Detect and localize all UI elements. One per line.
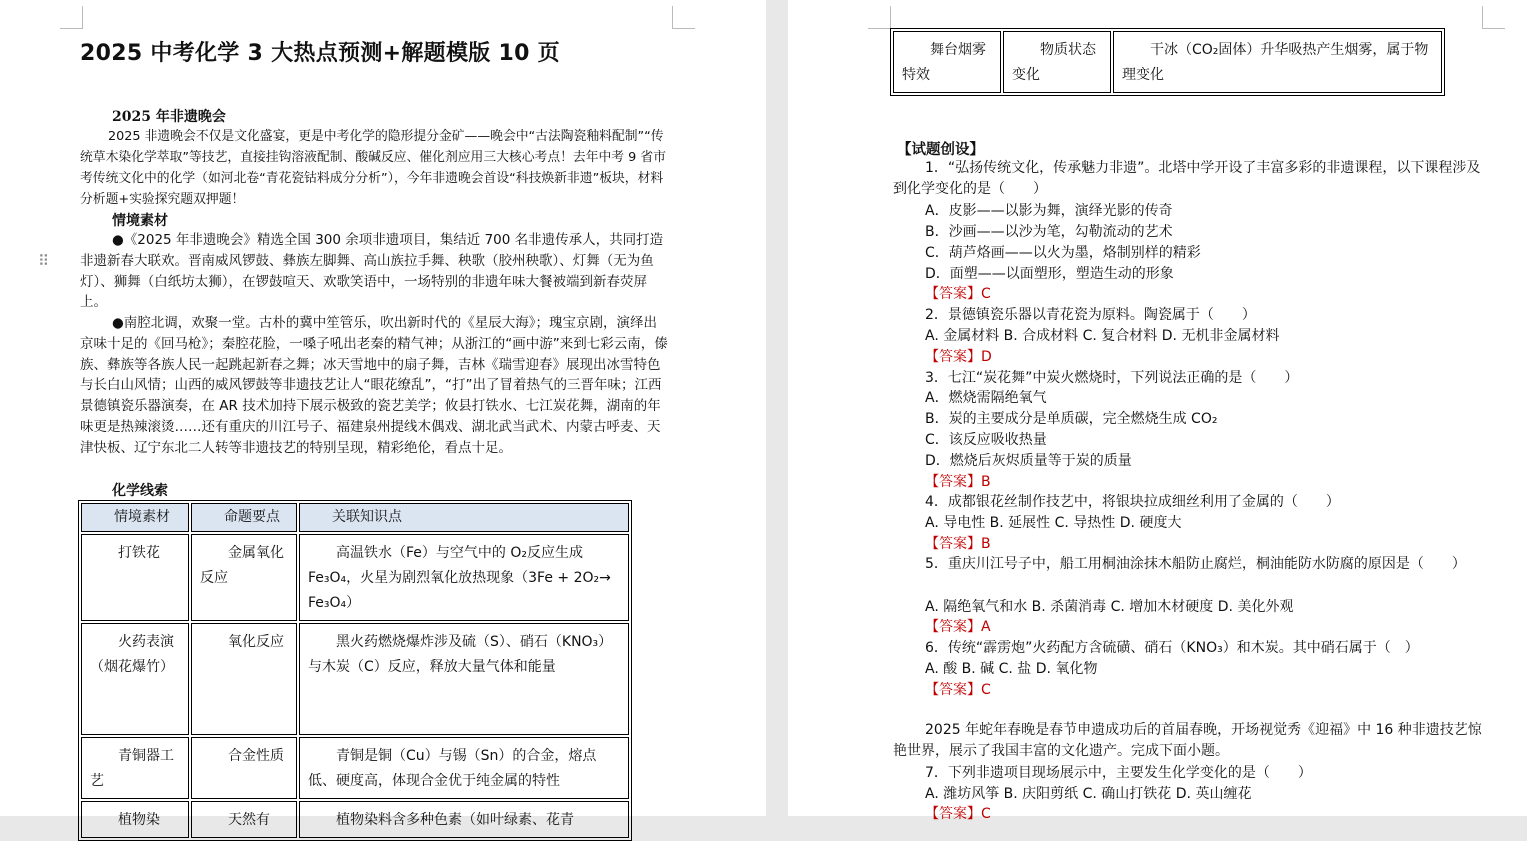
option: B．沙画——以沙为笔，勾勒流动的艺术 — [925, 224, 1173, 240]
table-cell: 青铜器工艺 — [81, 737, 189, 799]
option: B．炭的主要成分是单质碳，完全燃烧生成 CO₂ — [925, 411, 1218, 427]
section-heading: 情境素材 — [112, 213, 168, 229]
table-cell: 合金性质 — [191, 737, 297, 799]
question-7: 7．下列非遗项目现场展示中，主要发生化学变化的是（ ） — [925, 765, 1312, 781]
page-corner-mark — [868, 6, 891, 29]
intro-paragraph: 2025 非遗晚会不仅是文化盛宴，更是中考化学的隐形提分金矿——晚会中“古法陶瓷釉料配制”“传统草木染化学萃取”等技艺，直接挂钩溶液配制、酸碱反应、催化剂应用三大核心考点！去年中考 9 省市考传统文化中的化学（如河北卷“青花瓷钴料成分分析”），今年非遗晚会首设“科技焕新非遗”板块，材料分析题+实验探究题双押题！ — [80, 129, 666, 207]
table-header-cell: 关联知识点 — [299, 503, 629, 532]
answer: 【答案】B — [925, 474, 991, 490]
document-title: 2025 中考化学 3 大热点预测+解题模版 10 页 — [80, 41, 560, 66]
answer: 【答案】C — [925, 806, 991, 822]
answer: 【答案】C — [925, 682, 991, 698]
table-row — [81, 623, 629, 735]
answer: 【答案】C — [925, 286, 991, 302]
option: A．燃烧需隔绝氧气 — [925, 390, 1047, 406]
table-cell: 高温铁水（Fe）与空气中的 O₂反应生成 Fe₃O₄，火星为剧烈氧化放热现象（3Fe + 2O₂→ Fe₃O₄） — [299, 534, 629, 621]
table-cell: 舞台烟雾特效 — [893, 31, 1001, 93]
knowledge-table-continued — [890, 28, 1445, 96]
page-corner-mark — [1482, 6, 1505, 29]
table-row — [81, 737, 629, 799]
options: A. 潍坊风筝 B. 庆阳剪纸 C. 确山打铁花 D. 英山缠花 — [925, 786, 1252, 802]
option: D．燃烧后灰烬质量等于炭的质量 — [925, 453, 1132, 469]
section-heading: 2025 年非遗晚会 — [112, 109, 226, 125]
table-cell: 氧化反应 — [191, 623, 297, 735]
question-3: 3．七江“炭花舞”中炭火燃烧时，下列说法正确的是（ ） — [925, 370, 1299, 386]
bullet-paragraph: ●《2025 年非遗晚会》精选全国 300 余项非遗项目，集结近 700 名非遗传承人，共同打造非遗新春大联欢。晋南威风锣鼓、彝族左脚舞、高山族拉手舞、秧歌（胶州秧歌）、灯舞（无为鱼灯）、狮舞（白纸坊太狮），在锣鼓喧天、欢歌笑语中，一场特别的非遗年味大餐被端到新春荧屏上。 — [80, 232, 664, 311]
question-6: 6．传统“霹雳炮”火药配方含硫磺、硝石（KNO₃）和木炭。其中硝石属于（ ） — [925, 640, 1419, 656]
table-row — [893, 31, 1442, 93]
table-row — [81, 801, 629, 838]
answer: 【答案】B — [925, 536, 991, 552]
question-5: 5．重庆川江号子中，船工用桐油涂抹木船防止腐烂，桐油能防水防腐的原因是（ ） — [925, 556, 1466, 572]
option: A．皮影——以影为舞，演绎光影的传奇 — [925, 203, 1173, 219]
passage: 2025 年蛇年春晚是春节申遗成功后的首届春晚，开场视觉秀《迎福》中 16 种非遗技艺惊艳世界，展示了我国丰富的文化遗产。完成下面小题。 — [893, 722, 1482, 759]
options: A. 隔绝氧气和水 B. 杀菌消毒 C. 增加木材硬度 D. 美化外观 — [925, 599, 1294, 615]
option: C．葫芦烙画——以火为墨，烙制别样的精彩 — [925, 245, 1201, 261]
section-heading: 【试题创设】 — [897, 141, 984, 158]
bullet-paragraph: ●南腔北调，欢聚一堂。古朴的冀中笙管乐，吹出新时代的《星辰大海》；瑰宝京剧，演绎出京味十足的《回马枪》；秦腔花脸，一嗓子吼出老秦的精气神；从浙江的“画中游”来到七彩云南，傣族、彝族等各族人民一起跳起新春之舞；冰天雪地中的扇子舞，吉林《瑞雪迎春》展现出冰雪特色与长白山风情；山西的威风锣鼓等非遗技艺让人“眼花缭乱”，“打”出了冒着热气的三晋年味；江西景德镇瓷乐器演奏，在 AR 技术加持下展示极致的瓷艺美学；攸县打铁水、七江炭花舞，湖南的年味更是热辣滚烫……还有重庆的川江号子、福建泉州提线木偶戏、湖北武当武术、内蒙古呼麦、天津快板、辽宁东北二人转等非遗技艺的特别呈现，精彩绝伦，看点十足。 — [80, 315, 668, 456]
table-cell: 植物染料含多种色素（如叶绿素、花青 — [299, 801, 629, 838]
drag-handle-icon[interactable]: ⠿ — [38, 252, 49, 270]
question-2: 2．景德镇瓷乐器以青花瓷为原料。陶瓷属于（ ） — [925, 307, 1256, 323]
option: D．面塑——以面塑形，塑造生动的形象 — [925, 266, 1174, 282]
question-4: 4．成都银花丝制作技艺中，将银块拉成细丝利用了金属的（ ） — [925, 494, 1340, 510]
table-cell: 青铜是铜（Cu）与锡（Sn）的合金，熔点低、硬度高，体现合金优于纯金属的特性 — [299, 737, 629, 799]
table-cell: 物质状态变化 — [1003, 31, 1111, 93]
table-cell: 火药表演（烟花爆竹） — [81, 623, 189, 735]
table-header-row — [81, 503, 629, 532]
option: C．该反应吸收热量 — [925, 432, 1047, 448]
table-cell: 天然有 — [191, 801, 297, 838]
options: A. 酸 B. 碱 C. 盐 D. 氧化物 — [925, 661, 1098, 677]
page-corner-mark — [60, 6, 83, 29]
answer: 【答案】D — [925, 349, 992, 365]
table-cell: 植物染 — [81, 801, 189, 838]
document-page-left — [0, 0, 766, 828]
table-cell: 黑火药燃烧爆炸涉及硫（S）、硝石（KNO₃）与木炭（C）反应，释放大量气体和能量 — [299, 623, 629, 735]
table-cell: 金属氧化反应 — [191, 534, 297, 621]
section-heading: 化学线索 — [112, 483, 168, 499]
table-cell: 干冰（CO₂固体）升华吸热产生烟雾，属于物理变化 — [1113, 31, 1442, 93]
table-header-cell: 命题要点 — [191, 503, 297, 532]
table-row — [81, 534, 629, 621]
options: A. 金属材料 B. 合成材料 C. 复合材料 D. 无机非金属材料 — [925, 328, 1280, 344]
table-cell: 打铁花 — [81, 534, 189, 621]
answer: 【答案】A — [925, 619, 991, 635]
options: A. 导电性 B. 延展性 C. 导热性 D. 硬度大 — [925, 515, 1182, 531]
question-1: 1．“弘扬传统文化，传承魅力非遗”。北塔中学开设了丰富多彩的非遗课程，以下课程涉及到化学变化的是（ ） — [893, 160, 1481, 197]
page-corner-mark — [672, 6, 695, 29]
knowledge-table — [78, 500, 632, 841]
table-header-cell: 情境素材 — [81, 503, 189, 532]
